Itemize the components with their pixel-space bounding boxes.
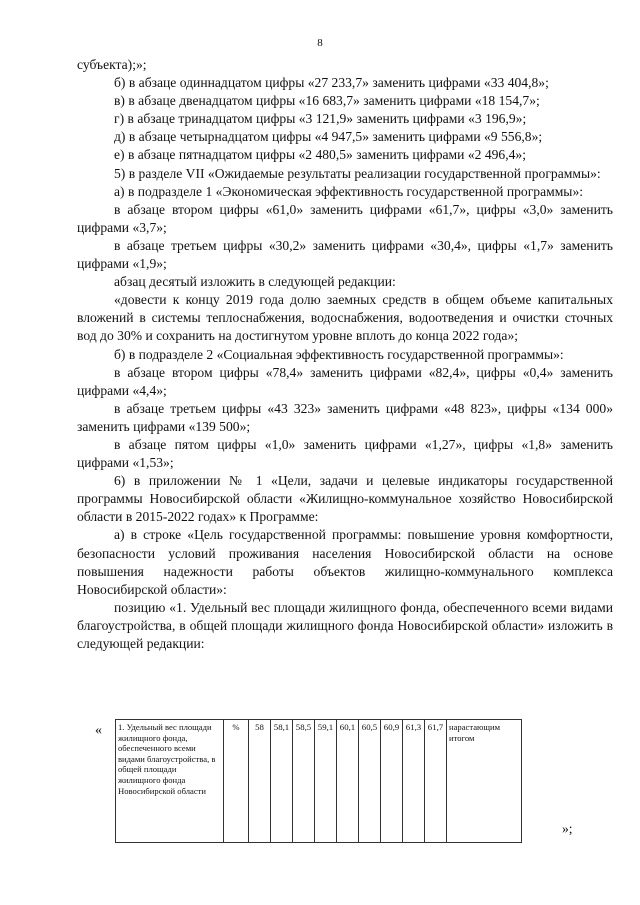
value-cell: 59,1 bbox=[315, 720, 337, 843]
paragraph: «довести к концу 2019 года долю заемных средств в общем объеме капитальных вложений в системы теплоснабжения, водоснабжения, водоотведения и очистки сточных вод до 30% и сохранить на достигнутом уровне вплоть до конца 2022 года»; bbox=[77, 292, 613, 344]
paragraph: в абзаце третьем цифры «43 323» заменить цифрами «48 823», цифры «134 000» заменить цифрами «139 500»; bbox=[77, 400, 613, 434]
paragraph: позицию «1. Удельный вес площади жилищного фонда, обеспеченного всеми видами благоустройства, в общей площади жилищного фонда Новосибирской области» изложить в следующей редакции: bbox=[77, 599, 613, 651]
paragraph: в абзаце втором цифры «78,4» заменить цифрами «82,4», цифры «0,4» заменить цифрами «4,4»; bbox=[77, 364, 613, 398]
paragraph: е) в абзаце пятнадцатом цифры «2 480,5» заменить цифрами «2 496,4»; bbox=[114, 147, 526, 163]
value-cell: 58 bbox=[249, 720, 271, 843]
indicator-table bbox=[115, 719, 522, 843]
value-cell: 61,7 bbox=[425, 720, 447, 843]
value-cell: 60,1 bbox=[337, 720, 359, 843]
paragraph: в) в абзаце двенадцатом цифры «16 683,7» заменить цифрами «18 154,7»; bbox=[114, 93, 540, 109]
paragraph: а) в подразделе 1 «Экономическая эффективность государственной программы»: bbox=[114, 183, 584, 199]
value-cell: 61,3 bbox=[403, 720, 425, 843]
value-cell: 60,5 bbox=[359, 720, 381, 843]
paragraph: в абзаце втором цифры «61,0» заменить цифрами «61,7», цифры «3,0» заменить цифрами «3,7»; bbox=[77, 201, 613, 235]
paragraph: а) в строке «Цель государственной программы: повышение уровня комфортности, безопасности условий проживания населения Новосибирской области на основе повышения надежности работы объектов жилищно-коммунального комплекса Новосибирской области»: bbox=[77, 527, 613, 597]
paragraph: абзац десятый изложить в следующей редакции: bbox=[114, 274, 396, 290]
document-body bbox=[77, 56, 613, 653]
page-number: 8 bbox=[317, 37, 323, 49]
paragraph: 5) в разделе VII «Ожидаемые результаты реализации государственной программы»: bbox=[114, 165, 601, 181]
value-cell: 58,5 bbox=[293, 720, 315, 843]
opening-quote: « bbox=[95, 723, 102, 738]
paragraph: в абзаце пятом цифры «1,0» заменить цифрами «1,27», цифры «1,8» заменить цифрами «1,53»; bbox=[77, 436, 613, 471]
table-row bbox=[116, 720, 522, 843]
paragraph: б) в абзаце одиннадцатом цифры «27 233,7» заменить цифрами «33 404,8»; bbox=[114, 75, 549, 91]
value-cell: 58,1 bbox=[271, 720, 293, 843]
indicator-table-block bbox=[95, 697, 625, 847]
paragraph: б) в подразделе 2 «Социальная эффективность государственной программы»: bbox=[114, 346, 564, 362]
paragraph: г) в абзаце тринадцатом цифры «3 121,9» заменить цифрами «3 196,9»; bbox=[114, 111, 527, 127]
indicator-name-cell: 1. Удельный вес площади жилищного фонда, обеспеченного всеми видами благоустройства, в общей площади жилищного фонда Новосибирской области bbox=[116, 720, 224, 843]
note-cell: нарастающим итогом bbox=[447, 720, 522, 843]
paragraph: субъекта);»; bbox=[77, 57, 147, 72]
value-cell: 60,9 bbox=[381, 720, 403, 843]
paragraph: в абзаце третьем цифры «30,2» заменить цифрами «30,4», цифры «1,7» заменить цифрами «1,9»; bbox=[77, 237, 613, 272]
paragraph: 6) в приложении № 1 «Цели, задачи и целевые индикаторы государственной программы Новосибирской области «Жилищно-коммунальное хозяйство Новосибирской области в 2015-2022 годах» к Программе: bbox=[77, 473, 613, 525]
unit-cell: % bbox=[224, 720, 249, 843]
paragraph: д) в абзаце четырнадцатом цифры «4 947,5» заменить цифрами «9 556,8»; bbox=[114, 129, 543, 145]
closing-quote: »; bbox=[562, 821, 573, 836]
